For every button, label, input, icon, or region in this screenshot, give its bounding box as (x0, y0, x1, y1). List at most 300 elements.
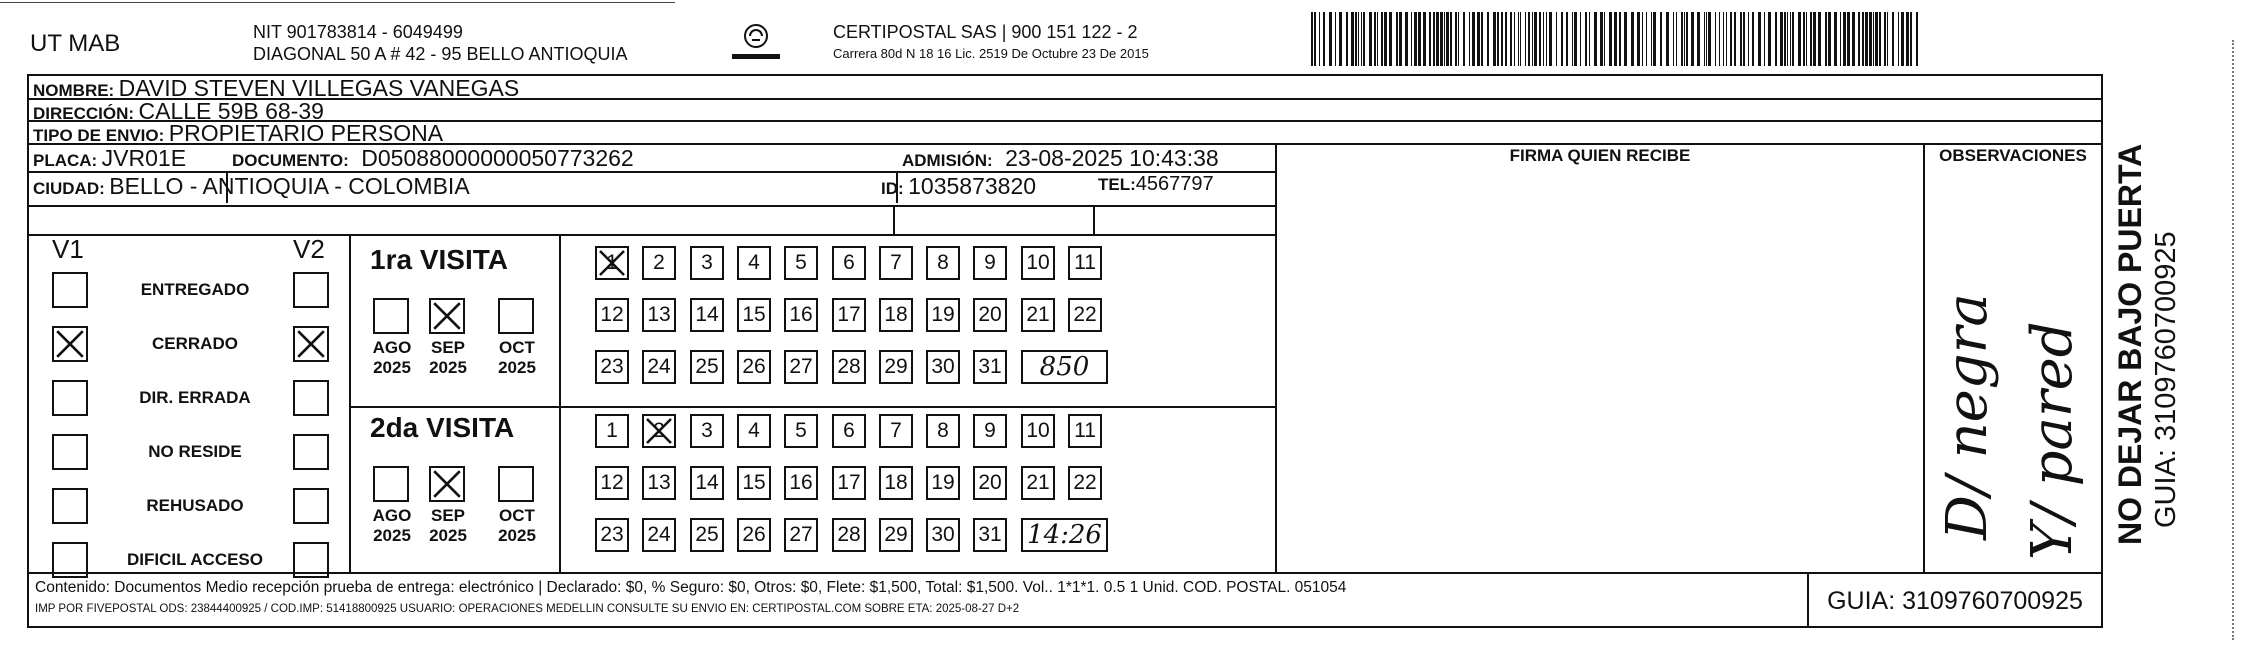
barcode-bar (1748, 12, 1749, 66)
barcode-bar (1600, 12, 1603, 66)
barcode-bar (1862, 12, 1864, 66)
month-year: 2025 (429, 358, 467, 377)
day-box[interactable]: 22 (1068, 466, 1102, 500)
barcode-bar (1624, 12, 1627, 66)
day-box[interactable]: 23 (595, 350, 629, 384)
barcode-bar (1566, 12, 1568, 66)
barcode-bar (1532, 12, 1533, 66)
day-box[interactable]: 7 (879, 414, 913, 448)
barcode-bar (1572, 12, 1573, 66)
month-year: 2025 (373, 358, 411, 377)
barcode-bar (1433, 12, 1435, 66)
row-line (27, 205, 1277, 207)
barcode-bar (1719, 12, 1720, 66)
day-box[interactable]: 15 (737, 298, 771, 332)
month-name: OCT (499, 338, 535, 357)
col-line (349, 234, 351, 572)
tipo-label: TIPO DE ENVIO: (33, 126, 165, 145)
placa-row (33, 145, 186, 172)
barcode-bar (1361, 12, 1362, 66)
day-box[interactable]: 25 (690, 518, 724, 552)
day-box[interactable]: 4 (737, 246, 771, 280)
id-row (881, 173, 1036, 200)
certipostal-title: CERTIPOSTAL SAS | 900 151 122 - 2 (833, 22, 1138, 42)
day-box[interactable]: 5 (784, 246, 818, 280)
v1-checkbox[interactable] (52, 542, 88, 578)
observaciones-header: OBSERVACIONES (1939, 146, 2087, 165)
day-box[interactable]: 1 (595, 246, 629, 280)
barcode-bar (1574, 12, 1577, 66)
barcode-bar (1637, 12, 1640, 66)
barcode-bar (1752, 12, 1754, 66)
day-box[interactable]: 8 (926, 246, 960, 280)
day-box[interactable]: 3 (690, 414, 724, 448)
barcode-bar (1734, 12, 1736, 66)
barcode-bar (1840, 12, 1841, 66)
day-box[interactable]: 4 (737, 414, 771, 448)
direccion-label: DIRECCIÓN: (33, 104, 135, 123)
v1-checkbox[interactable] (52, 380, 88, 416)
barcode-bar (1477, 12, 1480, 66)
day-box[interactable]: 12 (595, 466, 629, 500)
barcode-bar (1834, 12, 1837, 66)
barcode-bar (1790, 12, 1791, 66)
col-line (559, 234, 561, 572)
barcode-bar (1843, 12, 1846, 66)
day-box[interactable]: 21 (1021, 298, 1055, 332)
v1-checkbox[interactable] (52, 272, 88, 308)
barcode-bar (1455, 12, 1457, 66)
barcode-bar (1660, 12, 1662, 66)
day-box[interactable]: 29 (879, 518, 913, 552)
barcode-bar (1556, 12, 1557, 66)
day-box[interactable]: 9 (973, 246, 1007, 280)
month-label (492, 506, 542, 546)
barcode-bar (1614, 12, 1617, 66)
barcode-bar (1594, 12, 1597, 66)
day-box[interactable]: 22 (1068, 298, 1102, 332)
company-address: DIAGONAL 50 A # 42 - 95 BELLO ANTIOQUIA (253, 44, 628, 64)
barcode-bar (1377, 12, 1378, 66)
day-box[interactable]: 31 (973, 518, 1007, 552)
month-name: SEP (430, 338, 466, 357)
col-line (1093, 205, 1095, 234)
barcode-bar (1818, 12, 1821, 66)
admision-value: 23-08-2025 10:43:38 (1005, 145, 1219, 171)
barcode-bar (1697, 12, 1700, 66)
barcode-bar (1351, 12, 1354, 66)
visit-time: 14:26 (1021, 518, 1108, 552)
month-name: OCT (499, 506, 535, 525)
day-box[interactable]: 10 (1021, 414, 1055, 448)
barcode-bar (1518, 12, 1519, 66)
barcode-bar (1726, 12, 1727, 66)
barcode-bar (1825, 12, 1827, 66)
col-line (893, 205, 895, 234)
barcode-bar (1323, 12, 1325, 66)
month-checkbox[interactable] (498, 298, 534, 334)
status-label: DIFICIL ACCESO (126, 550, 263, 569)
v2-checkbox[interactable] (293, 272, 329, 308)
col-line (1923, 143, 1925, 573)
documento-row (232, 145, 634, 172)
documento-value: D05088000000050773262 (361, 145, 634, 171)
day-box[interactable]: 30 (926, 350, 960, 384)
day-box[interactable]: 24 (642, 350, 676, 384)
barcode-bar (1813, 12, 1816, 66)
barcode-bar (1534, 12, 1537, 66)
day-box[interactable]: 13 (642, 466, 676, 500)
month-label (423, 338, 473, 378)
footer-col-line (1807, 572, 1809, 628)
day-box[interactable]: 2 (642, 414, 676, 448)
barcode-bar (1369, 12, 1372, 66)
barcode-bar (1792, 12, 1794, 66)
barcode-bar (1691, 12, 1694, 66)
barcode-bar (1525, 12, 1526, 66)
day-box[interactable]: 9 (973, 414, 1007, 448)
status-label: DIR. ERRADA (139, 388, 251, 407)
day-box[interactable]: 23 (595, 518, 629, 552)
day-box[interactable]: 5 (784, 414, 818, 448)
tel-value: 4567797 (1135, 173, 1214, 195)
month-label (367, 506, 417, 546)
barcode-bar (1787, 12, 1788, 66)
barcode-bar (1339, 12, 1342, 66)
barcode-bar (1666, 12, 1669, 66)
barcode-bar (1546, 12, 1547, 66)
day-box[interactable]: 28 (832, 350, 866, 384)
v2-checkbox[interactable] (293, 488, 329, 524)
barcode-bar (1743, 12, 1745, 66)
day-box[interactable]: 19 (926, 298, 960, 332)
day-box[interactable]: 18 (879, 298, 913, 332)
nombre-value: DAVID STEVEN VILLEGAS VANEGAS (118, 75, 520, 101)
ciudad-row (33, 173, 470, 200)
barcode-bar (1396, 12, 1398, 66)
day-box[interactable]: 28 (832, 518, 866, 552)
barcode-bar (1436, 12, 1439, 66)
barcode-bar (1780, 12, 1783, 66)
firma-header: FIRMA QUIEN RECIBE (1509, 146, 1691, 165)
tipo-value: PROPIETARIO PERSONA (168, 120, 444, 146)
barcode-bar (1585, 12, 1587, 66)
barcode-bar (1708, 12, 1711, 66)
barcode-bar (1631, 12, 1634, 66)
barcode-bar (1311, 12, 1313, 66)
barcode-bar (1543, 12, 1544, 66)
tel-label: TEL: (1098, 175, 1136, 194)
barcode-bar (1865, 12, 1868, 66)
day-box[interactable]: 11 (1068, 246, 1102, 280)
barcode-bar (1487, 12, 1489, 66)
month-name: SEP (430, 506, 466, 525)
barcode-bar (1381, 12, 1383, 66)
day-box[interactable]: 15 (737, 466, 771, 500)
day-box[interactable]: 17 (832, 298, 866, 332)
documento-label: DOCUMENTO: (232, 151, 349, 170)
barcode-bar (1784, 12, 1786, 66)
day-box[interactable]: 26 (737, 350, 771, 384)
barcode-bar (1803, 12, 1805, 66)
barcode-bar (1423, 12, 1426, 66)
v1-label: V1 (52, 234, 84, 264)
month-label (492, 338, 542, 378)
month-label (423, 506, 473, 546)
barcode-bar (1768, 12, 1771, 66)
barcode-bar (1798, 12, 1801, 66)
footer-guia: GUIA: 3109760700925 (1827, 587, 2083, 615)
day-box[interactable]: 7 (879, 246, 913, 280)
v2-checkbox[interactable] (293, 542, 329, 578)
footer-line (27, 572, 2103, 574)
barcode-bar (1715, 12, 1716, 66)
barcode-bar (1374, 12, 1376, 66)
day-box[interactable]: 10 (1021, 246, 1055, 280)
month-name: AGO (372, 506, 412, 525)
barcode-bar (1875, 12, 1878, 66)
observacion-handwritten-1: D/ negra (1935, 293, 2000, 540)
right-perforation (2232, 40, 2234, 640)
company-nit: NIT 901783814 - 6049499 (253, 22, 463, 42)
barcode-bar (1493, 12, 1496, 66)
v2-label: V2 (293, 234, 325, 264)
day-box[interactable]: 26 (737, 518, 771, 552)
barcode-bar (1355, 12, 1357, 66)
visit1-title: 1ra VISITA (370, 244, 508, 275)
day-box[interactable]: 27 (784, 350, 818, 384)
barcode-bar (1884, 12, 1886, 66)
id-label: ID: (881, 179, 904, 198)
v1-checkbox[interactable] (52, 434, 88, 470)
barcode-bar (1389, 12, 1392, 66)
direccion-value: CALLE 59B 68-39 (138, 98, 324, 124)
day-box[interactable]: 31 (973, 350, 1007, 384)
day-box[interactable]: 2 (642, 246, 676, 280)
barcode-bar (1314, 12, 1316, 66)
barcode-bar (1869, 12, 1872, 66)
tel-row (1098, 173, 1214, 196)
barcode-bar (1681, 12, 1683, 66)
ciudad-value: BELLO - ANTIOQUIA - COLOMBIA (109, 173, 470, 199)
barcode-bar (1847, 12, 1850, 66)
ciudad-label: CIUDAD: (33, 179, 105, 198)
barcode-bar (1706, 12, 1707, 66)
barcode-bar (1764, 12, 1765, 66)
status-label: REHUSADO (146, 496, 244, 515)
placa-label: PLACA: (33, 151, 98, 170)
barcode-bar (1446, 12, 1449, 66)
barcode-bar (1528, 12, 1530, 66)
barcode-bar (1469, 12, 1470, 66)
barcode-bar (1887, 12, 1888, 66)
barcode-bar (1444, 12, 1445, 66)
barcode-bar (1740, 12, 1742, 66)
side-warning: NO DEJAR BAJO PUERTA (2112, 143, 2148, 545)
row-line (349, 406, 1277, 408)
side-guia: GUIA: 3109760700925 (2150, 231, 2182, 528)
barcode-bar (1730, 12, 1732, 66)
barcode-bar (1418, 12, 1421, 66)
barcode-bar (1580, 12, 1581, 66)
barcode-bar (1501, 12, 1503, 66)
barcode-bar (1561, 12, 1563, 66)
admision-row (902, 145, 1219, 172)
barcode-bar (1458, 12, 1459, 66)
barcode-bar (1646, 12, 1647, 66)
barcode-bar (1758, 12, 1761, 66)
barcode-bar (1604, 12, 1605, 66)
row-line (27, 234, 1277, 236)
day-box[interactable]: 14 (690, 298, 724, 332)
barcode-bar (1651, 12, 1652, 66)
barcode-bar (1589, 12, 1590, 66)
day-box[interactable]: 29 (879, 350, 913, 384)
barcode-bar (1411, 12, 1412, 66)
barcode-bar (1450, 12, 1452, 66)
day-box[interactable]: 8 (926, 414, 960, 448)
barcode-bar (1346, 12, 1348, 66)
certipostal-subtitle: Carrera 80d N 18 16 Lic. 2519 De Octubre 23 De 2015 (833, 46, 1149, 61)
barcode-bar (1329, 12, 1332, 66)
day-box[interactable]: 21 (1021, 466, 1055, 500)
barcode-bar (1414, 12, 1417, 66)
day-box[interactable]: 3 (690, 246, 724, 280)
barcode-bar (1497, 12, 1499, 66)
barcode-bar (1892, 12, 1894, 66)
v2-checkbox[interactable] (293, 380, 329, 416)
month-checkbox[interactable] (373, 298, 409, 334)
day-box[interactable]: 13 (642, 298, 676, 332)
barcode-bar (1520, 12, 1521, 66)
nombre-label: NOMBRE: (33, 81, 115, 100)
day-box[interactable]: 24 (642, 518, 676, 552)
barcode-bar (1399, 12, 1402, 66)
day-box[interactable]: 14 (690, 466, 724, 500)
observacion-handwritten-2: Y/ pared (2020, 321, 2085, 560)
barcode-bar (1463, 12, 1465, 66)
barcode-bar (1514, 12, 1515, 66)
barcode-bar (1405, 12, 1408, 66)
barcode-bar (1609, 12, 1612, 66)
day-box[interactable]: 27 (784, 518, 818, 552)
barcode-bar (1704, 12, 1705, 66)
barcode-bar (1429, 12, 1431, 66)
admision-label: ADMISIÓN: (902, 151, 993, 170)
barcode-bar (1810, 12, 1812, 66)
day-box[interactable]: 20 (973, 466, 1007, 500)
col-line (1275, 143, 1277, 573)
barcode-bar (1873, 12, 1874, 66)
visit-time: 850 (1021, 350, 1108, 384)
barcode-bar (1363, 12, 1365, 66)
day-box[interactable]: 30 (926, 518, 960, 552)
barcode-bar (1510, 12, 1512, 66)
day-box[interactable]: 1 (595, 414, 629, 448)
day-box[interactable]: 12 (595, 298, 629, 332)
day-box[interactable]: 6 (832, 414, 866, 448)
barcode-bar (1901, 12, 1904, 66)
status-label: ENTREGADO (140, 280, 250, 299)
month-year: 2025 (429, 526, 467, 545)
barcode-bar (1440, 12, 1443, 66)
barcode-bar (1910, 12, 1912, 66)
barcode-bar (1686, 12, 1688, 66)
day-box[interactable]: 25 (690, 350, 724, 384)
barcode-bar (1358, 12, 1359, 66)
certipostal-logo (728, 20, 784, 66)
top-rule (0, 2, 675, 3)
month-checkbox[interactable] (373, 466, 409, 502)
day-box[interactable]: 19 (926, 466, 960, 500)
v2-checkbox[interactable] (293, 434, 329, 470)
month-year: 2025 (498, 358, 536, 377)
month-checkbox[interactable] (429, 298, 465, 334)
status-label: CERRADO (152, 334, 238, 353)
id-value: 1035873820 (908, 173, 1037, 199)
visit2-title: 2da VISITA (370, 412, 515, 443)
month-name: AGO (372, 338, 412, 357)
v2-checkbox[interactable] (293, 326, 329, 362)
barcode-bar (1775, 12, 1777, 66)
barcode-bar (1653, 12, 1656, 66)
month-year: 2025 (498, 526, 536, 545)
barcode-bar (1828, 12, 1831, 66)
barcode-bar (1852, 12, 1855, 66)
barcode-bar (1384, 12, 1387, 66)
tipo-row (33, 120, 443, 147)
day-box[interactable]: 16 (784, 466, 818, 500)
barcode-bar (1335, 12, 1336, 66)
day-box[interactable]: 20 (973, 298, 1007, 332)
barcode (1311, 12, 1921, 66)
barcode-bar (1906, 12, 1909, 66)
placa-value: JVR01E (101, 145, 187, 171)
barcode-bar (1505, 12, 1507, 66)
month-checkbox[interactable] (498, 466, 534, 502)
barcode-bar (1549, 12, 1552, 66)
barcode-bar (1806, 12, 1807, 66)
month-label (367, 338, 417, 378)
v1-checkbox[interactable] (52, 326, 88, 362)
barcode-bar (1481, 12, 1483, 66)
day-box[interactable]: 11 (1068, 414, 1102, 448)
month-checkbox[interactable] (429, 466, 465, 502)
barcode-bar (1898, 12, 1899, 66)
month-year: 2025 (373, 526, 411, 545)
day-box[interactable]: 16 (784, 298, 818, 332)
barcode-bar (1858, 12, 1860, 66)
day-box[interactable]: 18 (879, 466, 913, 500)
barcode-bar (1642, 12, 1643, 66)
barcode-bar (1472, 12, 1475, 66)
company-name: UT MAB (30, 30, 121, 57)
footer-contenido: Contenido: Documentos Medio recepción prueba de entrega: electrónico | Declarado: $0, % Seguro: $0, Otros: $0, Flete: $1,500, Total: $1,500. Vol.. 1*1*1. 0.5 1 Unid. COD. POSTAL. 051054 (35, 579, 1347, 596)
day-box[interactable]: 17 (832, 466, 866, 500)
status-label: NO RESIDE (148, 442, 242, 461)
barcode-bar (1539, 12, 1541, 66)
barcode-bar (1916, 12, 1918, 66)
day-box[interactable]: 6 (832, 246, 866, 280)
col-line (2101, 120, 2103, 628)
barcode-bar (1879, 12, 1881, 66)
footer-imp: IMP POR FIVEPOSTAL ODS: 23844400925 / COD.IMP: 51418800925 USUARIO: OPERACIONES MEDELLIN CONSULTE SU ENVIO EN: CERTIPOSTAL.COM SOBRE ETA: 2025-08-27 D+2 (35, 603, 1020, 615)
v1-checkbox[interactable] (52, 488, 88, 524)
barcode-bar (1319, 12, 1320, 66)
barcode-bar (1723, 12, 1724, 66)
barcode-bar (1684, 12, 1685, 66)
barcode-bar (1619, 12, 1621, 66)
